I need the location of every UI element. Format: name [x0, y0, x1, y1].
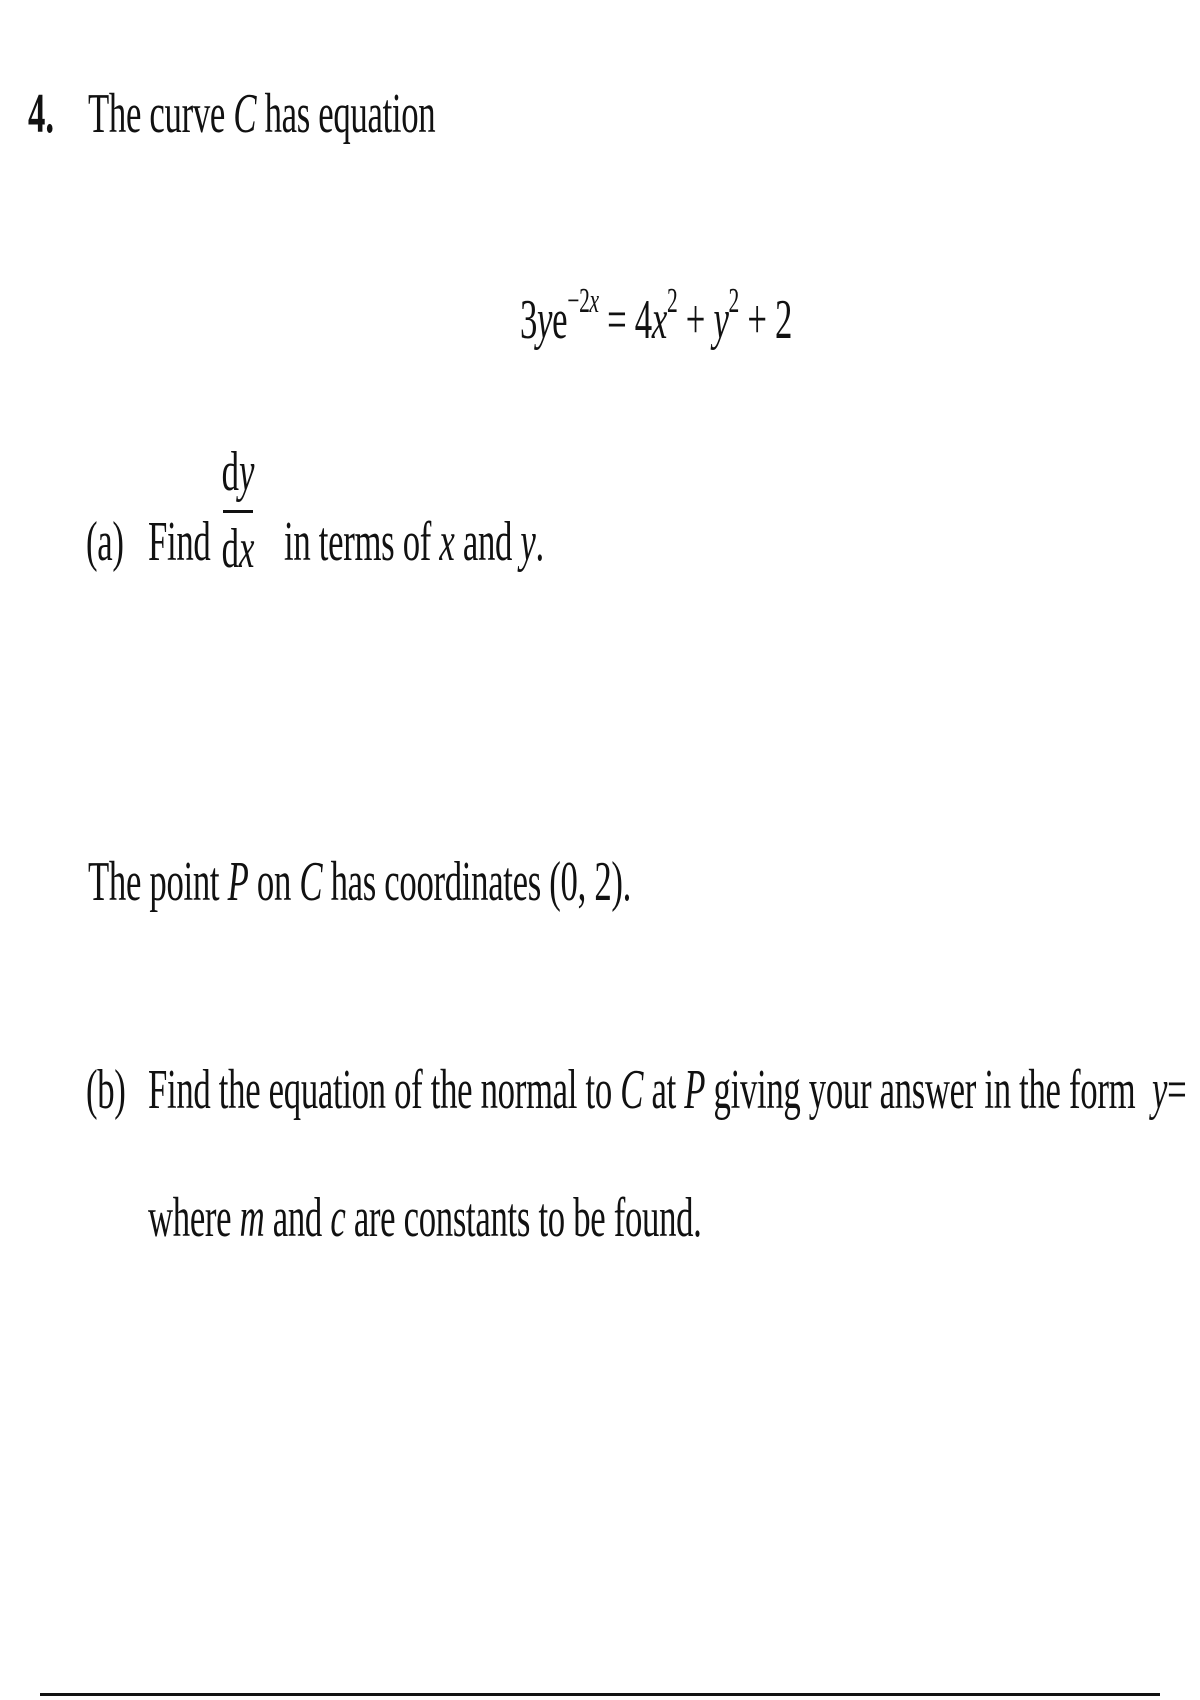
part-b-label: (b) [86, 1059, 126, 1121]
fraction-denominator: dx [221, 518, 255, 580]
part-b-line-2: where m and c are constants to be found. [148, 1187, 702, 1249]
question-number: 4. [28, 83, 55, 145]
curve-equation: $3ye^{-2x} = 4x^2 + y^2 + 2$ [520, 280, 793, 351]
question-intro: The curve C has equation [88, 83, 436, 145]
part-a-text: in terms of x and y. [284, 511, 544, 573]
point-statement: The point P on C has coordinates (0, 2). [88, 851, 632, 913]
fraction-bar [223, 510, 253, 513]
part-b-line-1: Find the equation of the normal to C at P giving your answer in the form y= [148, 1059, 1187, 1121]
part-a-label: (a) [86, 511, 124, 573]
dy-dx-fraction [208, 440, 268, 581]
page-bottom-rule [40, 1693, 1160, 1696]
fraction-numerator: dy [221, 441, 255, 503]
part-a-find: Find [148, 511, 211, 573]
